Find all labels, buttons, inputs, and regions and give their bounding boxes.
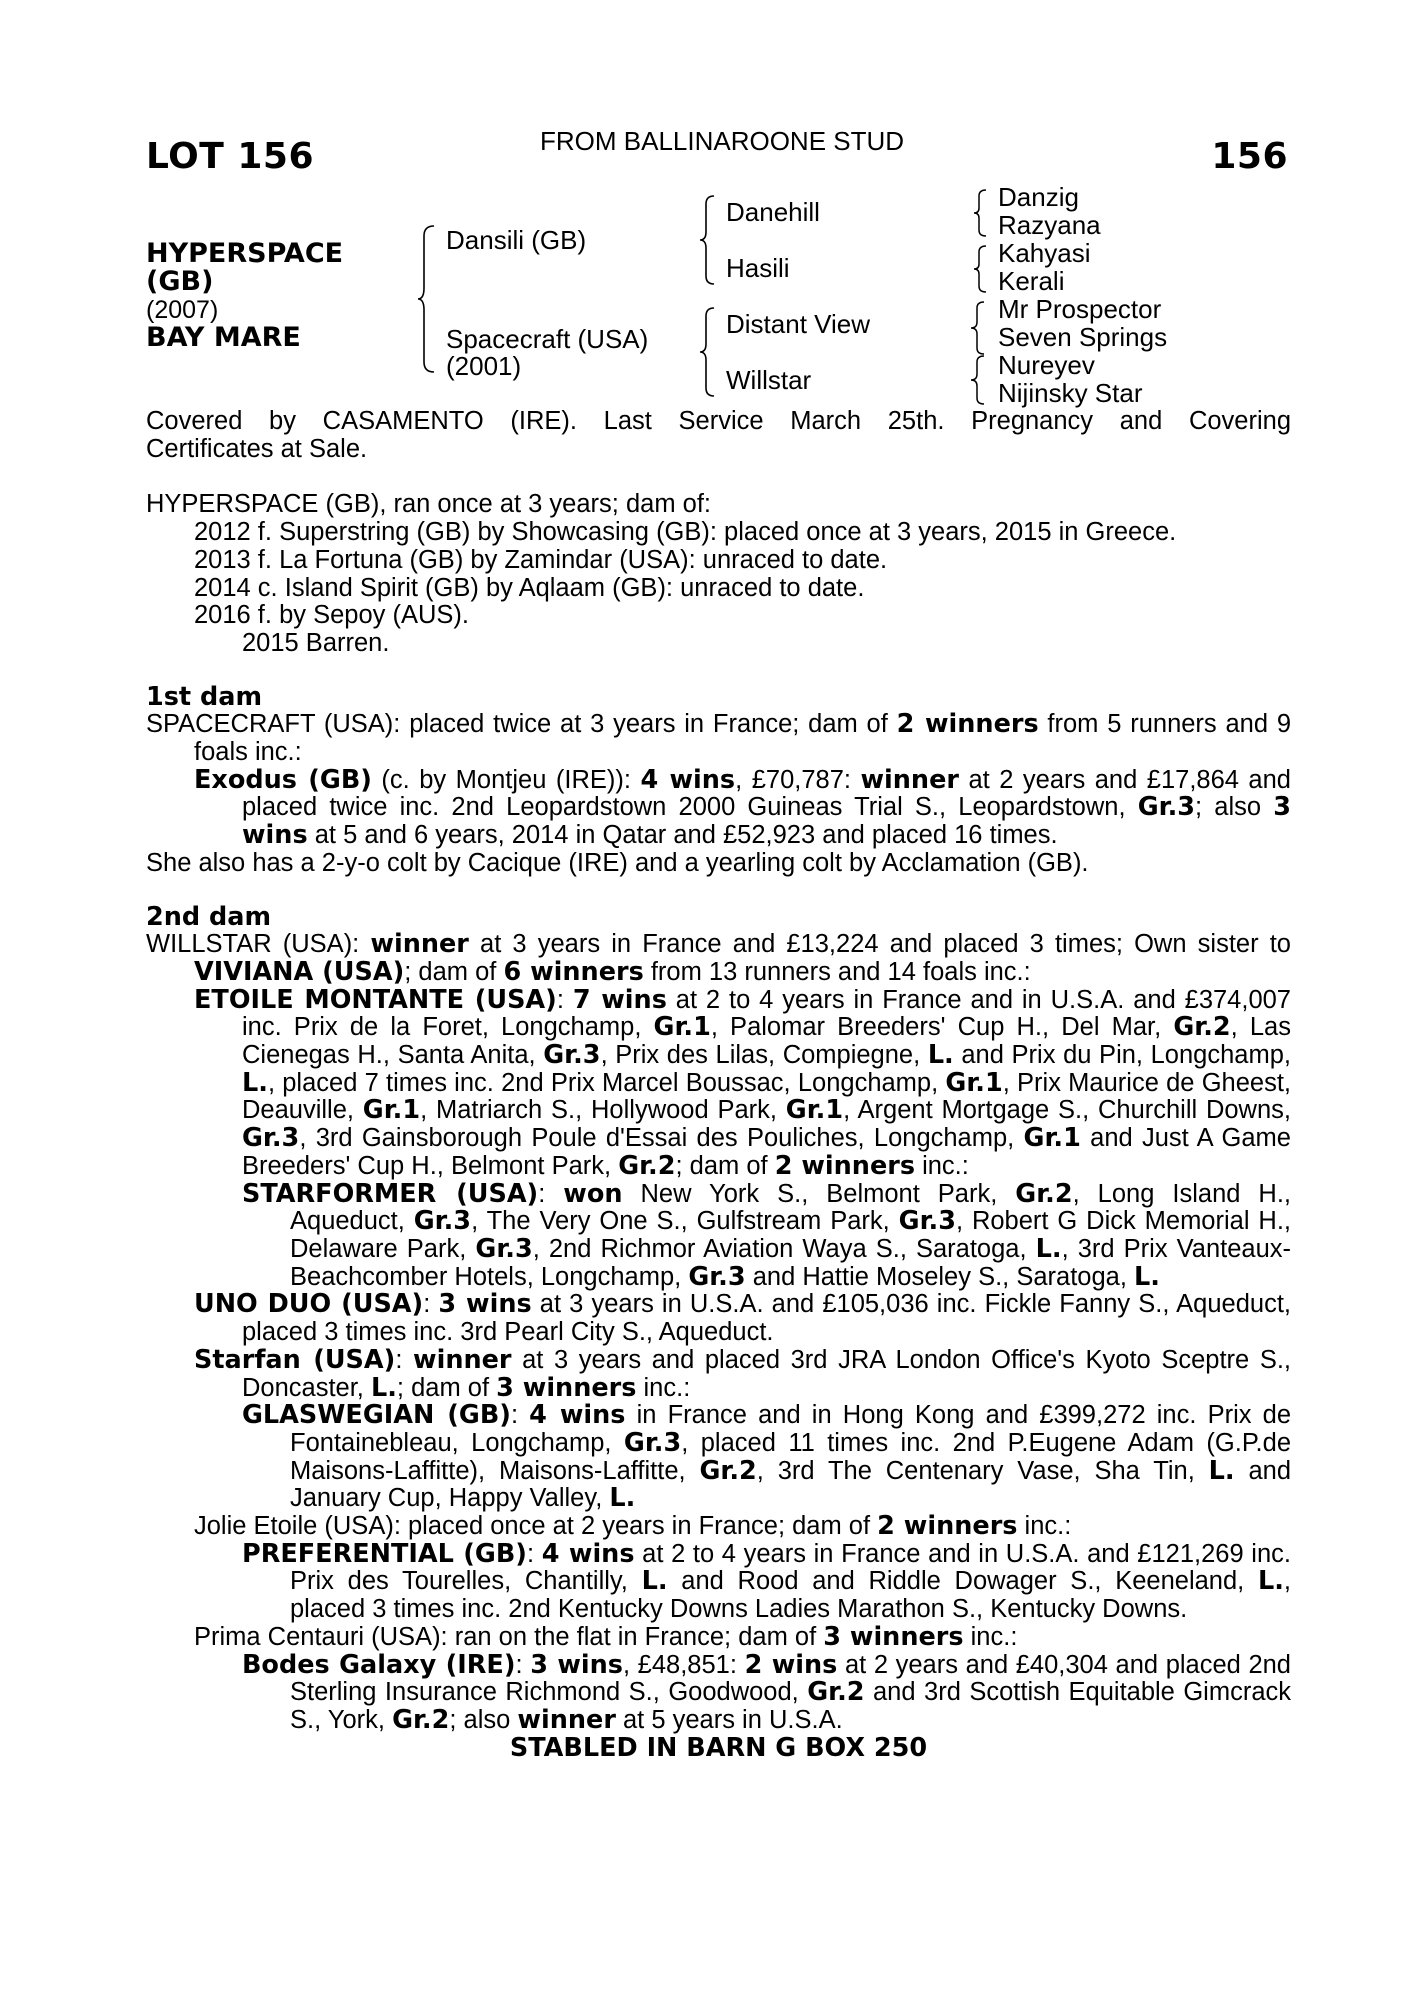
dam-sire: Distant View	[726, 309, 871, 339]
brace-3b	[972, 244, 990, 294]
produce-barren: 2015 Barren.	[242, 628, 390, 657]
sire-brace	[698, 194, 718, 286]
willstar-record: WILLSTAR (USA): winner at 3 years in France and £13,224 and placed 3 times; Own sister to VIVIANA (USA); dam of 6 winners from 13 runners and 14 foals inc.:	[146, 929, 1291, 987]
dam-year: (2001)	[446, 351, 522, 381]
dam-dam: Willstar	[726, 365, 812, 395]
pedigree-brace	[416, 224, 438, 374]
produce-item: 2013 f. La Fortuna (GB) by Zamindar (USA): unraced to date.	[194, 545, 888, 574]
ped-kahyasi: Kahyasi	[998, 238, 1091, 268]
uno-duo-record: UNO DUO (USA): 3 wins at 3 years in U.S.A. and £105,036 inc. Fickle Fanny S., Aqueduct, placed 3 times inc. 3rd Pearl City S., Aqueduct.	[194, 1289, 1291, 1347]
consignor: FROM BALLINAROONE STUD	[540, 126, 905, 156]
sire-dam: Hasili	[726, 253, 790, 283]
bodes-galaxy-record: Bodes Galaxy (IRE): 3 wins, £48,851: 2 wins at 2 years and £40,304 and placed 2nd Sterling Insurance Richmond S., Goodwood, Gr.2 and 3rd Scottish Equitable Gimcrack S., York, Gr.2; also winner at 5 years in U.S.A.	[242, 1649, 1291, 1735]
produce-item: 2016 f. by Sepoy (AUS).	[194, 601, 469, 630]
starformer-record: STARFORMER (USA): won New York S., Belmont Park, Gr.2, Long Island H., Aqueduct, Gr.3, The Very One S., Gulfstream Park, Gr.3, Robert G Dick Memorial H., Delaware Park, Gr.3, 2nd Richmor Aviation Waya S., Saratoga, L., 3rd Prix Vanteaux-Beachcomber Hotels, Longchamp, Gr.3 and Hattie Moseley S., Saratoga, L.	[242, 1178, 1292, 1292]
covering-line1: Covered by CASAMENTO (IRE). Last Service March 25th. Pregnancy and Covering	[146, 407, 1291, 435]
lot-number: 156	[1211, 136, 1288, 177]
exodus-record: Exodus (GB) (c. by Montjeu (IRE)): 4 wins, £70,787: winner at 2 years and £17,864 and placed twice inc. 2nd Leopardstown 2000 Guineas Trial S., Leopardstown, Gr.3; also 3 wins at 5 and 6 years, 2014 in Qatar and £52,923 and placed 16 times.	[194, 764, 1291, 851]
first-dam-heading: 1st dam	[146, 681, 263, 712]
produce-intro: HYPERSPACE (GB), ran once at 3 years; dam of:	[146, 490, 711, 519]
ped-seven-springs: Seven Springs	[998, 322, 1168, 352]
brace-3c	[968, 300, 988, 408]
ped-kerali: Kerali	[998, 266, 1065, 296]
horse-year: (2007)	[146, 296, 219, 324]
glaswegian-record: GLASWEGIAN (GB): 4 wins in France and in Hong Kong and £399,272 inc. Prix de Fontainebleau, Longchamp, Gr.3, placed 11 times inc. 2nd P.Eugene Adam (G.P.de Maisons-Laffitte), Maisons-Laffitte, Gr.2, 3rd The Centenary Vase, Sha Tin, L. and January Cup, Happy Valley, L.	[242, 1400, 1292, 1514]
first-dam-record: SPACECRAFT (USA): placed twice at 3 years in France; dam of 2 winners from 5 runners and 9 foals inc.:	[146, 709, 1292, 767]
jolie-etoile-record: Jolie Etoile (USA): placed once at 2 years in France; dam of 2 winners inc.:	[194, 1511, 1072, 1542]
dam: Spacecraft (USA)	[446, 324, 649, 354]
horse-sex: BAY MARE	[146, 322, 301, 353]
brace-3a	[972, 188, 990, 238]
ped-razyana: Razyana	[998, 210, 1101, 240]
ped-mr-prospector: Mr Prospector	[998, 294, 1162, 324]
horse-country: (GB)	[146, 266, 214, 297]
sire: Dansili (GB)	[446, 225, 587, 255]
ped-danzig: Danzig	[998, 182, 1079, 212]
preferential-record: PREFERENTIAL (GB): 4 wins at 2 to 4 years in France and in U.S.A. and £121,269 inc. Prix des Tourelles, Chantilly, L. and Rood and Riddle Dowager S., Keeneland, L., placed 3 times inc. 2nd Kentucky Downs Ladies Marathon S., Kentucky Downs.	[242, 1538, 1292, 1624]
covering-note	[146, 408, 1291, 463]
stabling-note: STABLED IN BARN G BOX 250	[509, 1732, 928, 1763]
starfan-record: Starfan (USA): winner at 3 years and placed 3rd JRA London Office's Kyoto Sceptre S., Doncaster, L.; dam of 3 winners inc.:	[194, 1344, 1292, 1403]
second-dam-heading: 2nd dam	[146, 901, 272, 932]
produce-item: 2014 c. Island Spirit (GB) by Aqlaam (GB): unraced to date.	[194, 573, 865, 602]
sire-sire: Danehill	[726, 197, 820, 227]
horse-name: HYPERSPACE	[146, 238, 344, 269]
ped-nijinsky-star: Nijinsky Star	[998, 378, 1143, 408]
lot-label: LOT 156	[146, 136, 314, 177]
produce-item: 2012 f. Superstring (GB) by Showcasing (GB): placed once at 3 years, 2015 in Greece.	[194, 518, 1177, 547]
dam-brace	[698, 306, 718, 398]
ped-nureyev: Nureyev	[998, 350, 1095, 380]
catalogue-body	[146, 408, 1291, 1762]
covering-line2: Certificates at Sale.	[146, 434, 368, 463]
first-dam-also: She also has a 2-y-o colt by Cacique (IRE) and a yearling colt by Acclamation (GB).	[146, 848, 1089, 877]
prima-centauri-record: Prima Centauri (USA): ran on the flat in France; dam of 3 winners inc.:	[194, 1621, 1018, 1652]
etoile-montante-record: ETOILE MONTANTE (USA): 7 wins at 2 to 4 years in France and in U.S.A. and £374,007 inc. Prix de la Foret, Longchamp, Gr.1, Palomar Breeders' Cup H., Del Mar, Gr.2, Las Cienegas H., Santa Anita, Gr.3, Prix des Lilas, Compiegne, L. and Prix du Pin, Longchamp, L., placed 7 times inc. 2nd Prix Marcel Boussac, Longchamp, Gr.1, Prix Maurice de Gheest, Deauville, Gr.1, Matriarch S., Hollywood Park, Gr.1, Argent Mortgage S., Churchill Downs, Gr.3, 3rd Gainsborough Poule d'Essai des Pouliches, Longchamp, Gr.1 and Just A Game Breeders' Cup H., Belmont Park, Gr.2; dam of 2 winners inc.:	[194, 984, 1291, 1181]
